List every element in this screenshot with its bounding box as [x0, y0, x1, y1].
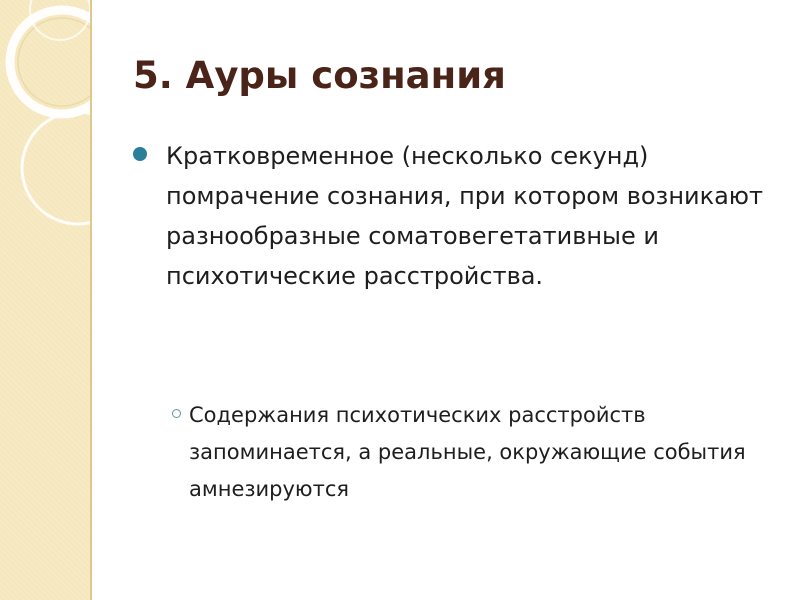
filled-circle-bullet-icon [133, 147, 147, 161]
side-panel-border [90, 0, 92, 600]
hollow-circle-bullet-icon [172, 409, 181, 418]
bullet-item [133, 136, 763, 296]
decorative-rings-icon [0, 0, 90, 240]
sub-bullet-item [172, 397, 762, 508]
bullet-text: Кратковременное (несколько секунд) помрачение сознания, при котором возникают разнообразные соматовегетативные и психотические расстройства. [166, 142, 763, 290]
decorative-side-panel [0, 0, 90, 600]
slide-title: 5. Ауры сознания [133, 54, 506, 97]
sub-bullet-text: Содержания психотических расстройств запоминается, а реальные, окружающие события амнезируются [189, 403, 746, 501]
